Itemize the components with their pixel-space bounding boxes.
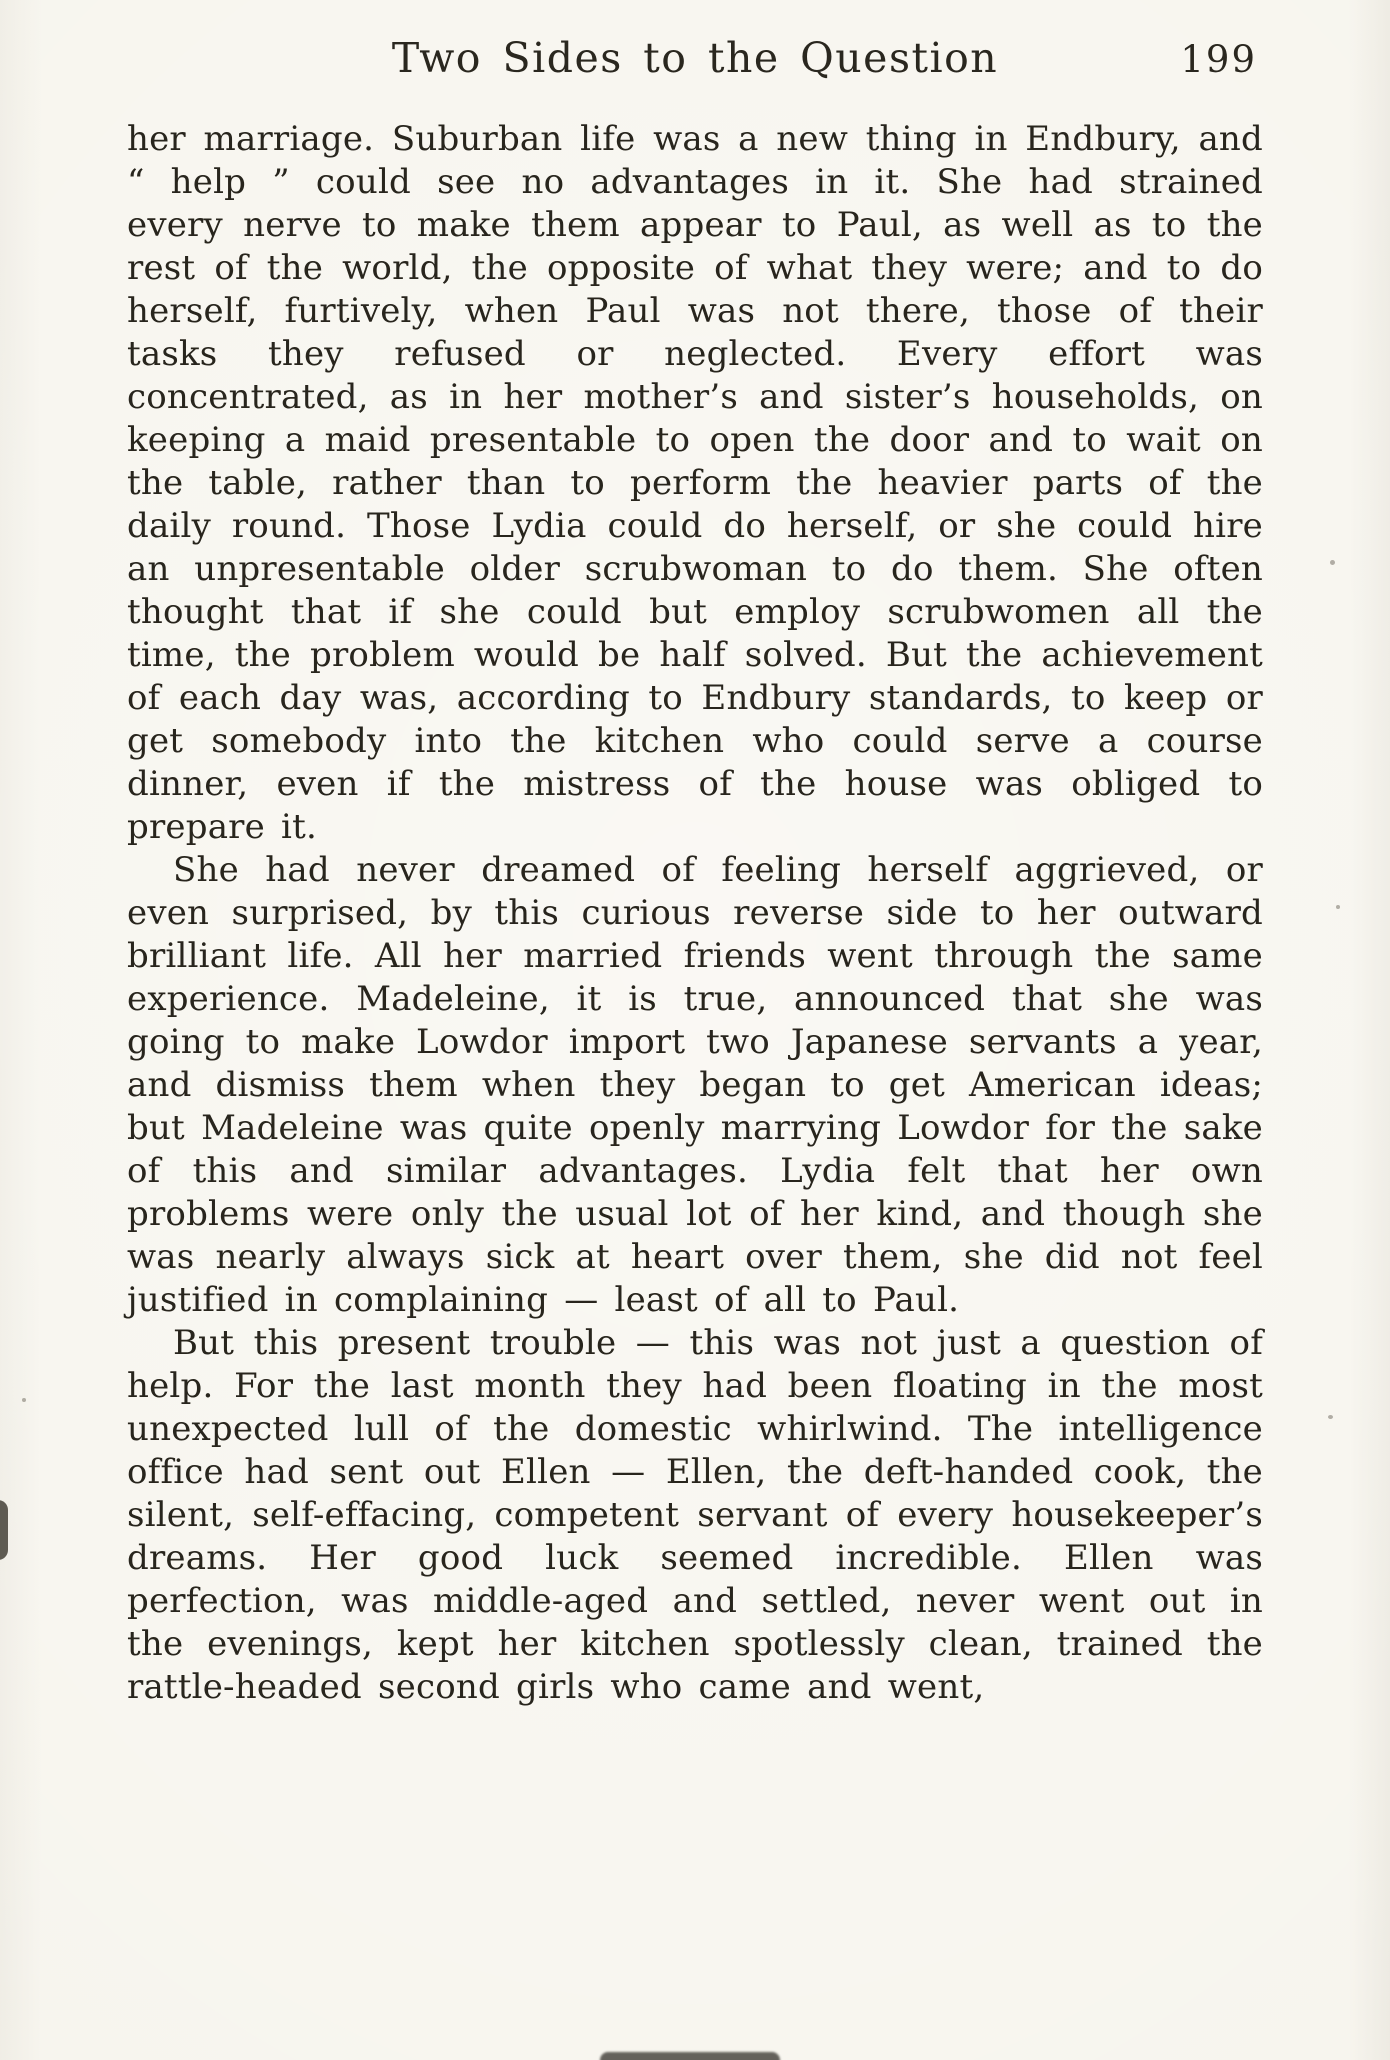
paragraph-2: She had never dreamed of feeling herself aggrieved, or even surprised, by this curious reverse side to her outward brilliant life. All her married friends went through the same experience. Madeleine, it is true, announced that she was going to make Lowdor import two Japanese servants a year, and dismiss them when they began to get American ideas; but Madeleine was quite openly marrying Lowdor for the sake of this and similar advantages. Lydia felt that her own problems were only the usual lot of her kind, and though she was nearly always sick at heart over them, she did not feel justified in complaining — least of all to Paul. [127,850,1263,1320]
paragraph-3: But this present trouble — this was not just a question of help. For the last month they had been floating in the most unexpected lull of the domestic whirlwind. The intelligence office had sent out Ellen — Ellen, the deft-handed cook, the silent, self-effacing, competent servant of every housekeeper’s dreams. Her good luck seemed incredible. Ellen was perfection, was middle-aged and settled, never went out in the evenings, kept her kitchen spotlessly clean, trained the rattle-headed second girls who came and went, [127,1323,1263,1707]
scan-speck [22,1398,26,1402]
page-number: 199 [1180,38,1257,81]
scan-speck [1328,1415,1333,1419]
scan-edge-artifact [0,1500,8,1560]
page-title: Two Sides to the Question [391,34,999,82]
scan-bottom-artifact [600,2052,780,2060]
scan-speck [1336,905,1340,909]
paragraph-1: her marriage. Suburban life was a new thing in Endbury, and “ help ” could see no advantages in it. She had strained every nerve to make them appear to Paul, as well as to the rest of the world, the opposite of what they were; and to do herself, furtively, when Paul was not there, those of their tasks they refused or neglected. Every effort was concentrated, as in her mother’s and sister’s households, on keeping a maid presentable to open the door and to wait on the table, rather than to perform the heavier parts of the daily round. Those Lydia could do herself, or she could hire an unpresentable older scrubwoman to do them. She often thought that if she could but employ scrubwomen all the time, the problem would be half solved. But the achievement of each day was, according to Endbury standards, to keep or get somebody into the kitchen who could serve a course dinner, even if the mistress of the house was obliged to prepare it. [127,119,1263,847]
page-body [127,118,1263,1709]
running-head [127,34,1263,96]
scan-speck [1330,560,1335,565]
